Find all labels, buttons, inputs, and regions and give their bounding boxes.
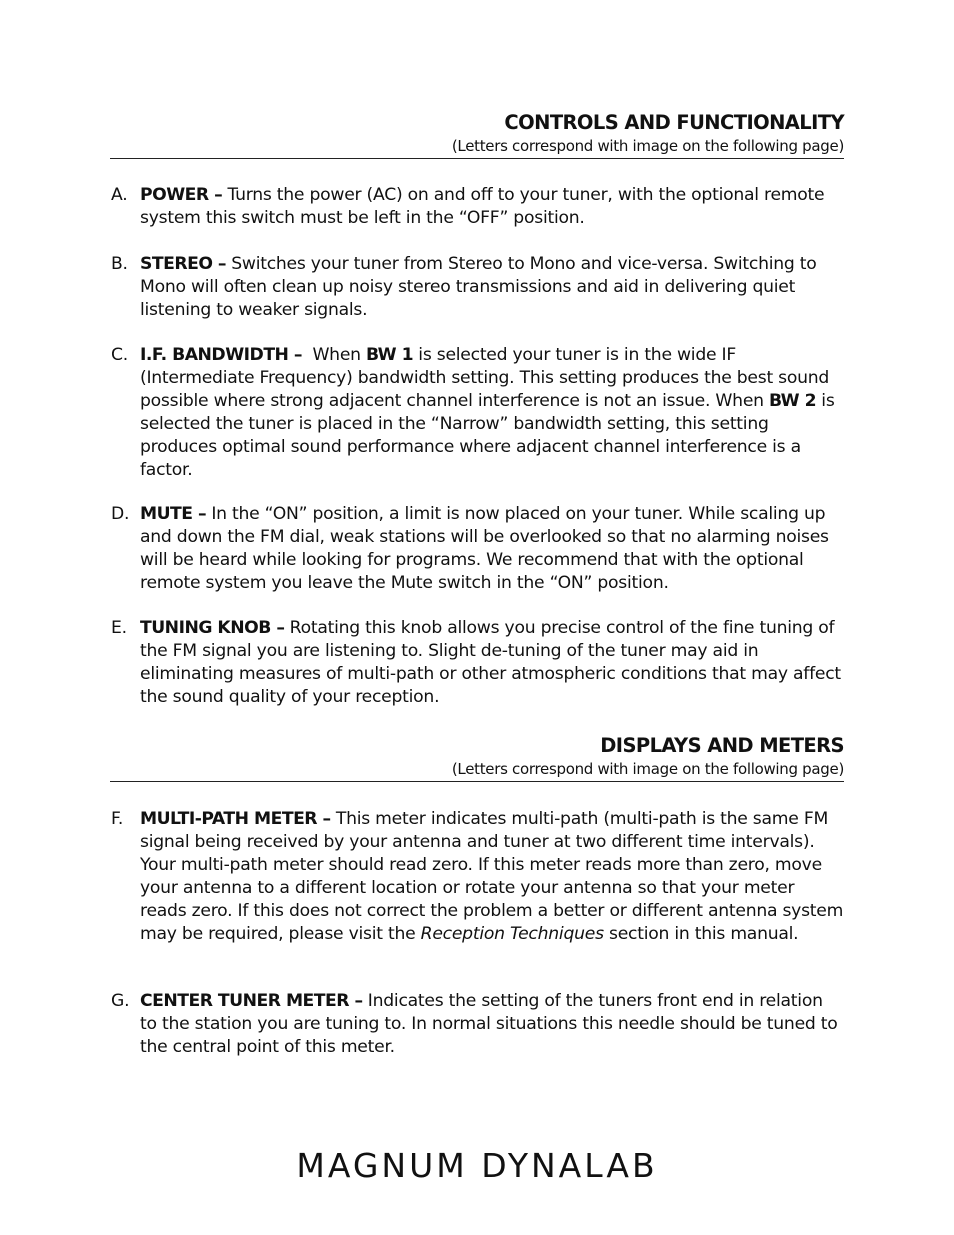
item-term: STEREO –	[140, 254, 227, 274]
item-text: This meter indicates multi-path (multi-path is the same FM signal being received by your antenna and tuner at two different time intervals). Your multi-path meter should read zero. If this meter reads more than zero, move your antenna to a different location or rotate your antenna so that your meter reads zero. If this does not correct the problem a better or different antenna system may be required, please visit the	[140, 809, 844, 944]
item-term: POWER –	[140, 185, 223, 205]
item-stereo	[110, 253, 844, 322]
item-letter: E.	[111, 618, 127, 638]
item-letter: F.	[111, 809, 124, 829]
item-center-tuner-meter	[110, 990, 844, 1059]
bw2-label: BW 2	[769, 390, 817, 411]
brand-logo: MAGNUM DYNALAB	[296, 1146, 658, 1185]
item-letter: A.	[111, 185, 128, 205]
item-text: is selected the tuner is placed in the “Narrow” bandwidth setting, this setting produces optimal sound performance where adjacent channel interference is a factor.	[140, 390, 835, 480]
reception-techniques-reference: Reception Techniques	[420, 923, 604, 944]
item-letter: D.	[111, 504, 130, 524]
item-letter: B.	[111, 254, 128, 274]
item-term: I.F. BANDWIDTH –	[140, 345, 303, 365]
section-subtitle: (Letters correspond with image on the following page)	[451, 137, 844, 155]
item-power	[110, 184, 844, 230]
item-multipath-meter	[110, 808, 844, 945]
item-term: CENTER TUNER METER –	[140, 991, 363, 1011]
section-subtitle: (Letters correspond with image on the following page)	[451, 760, 844, 778]
section-title: DISPLAYS AND METERS	[600, 734, 844, 757]
item-mute	[110, 503, 844, 595]
item-letter: C.	[111, 345, 128, 365]
item-text: In the “ON” position, a limit is now placed on your tuner. While scaling up and down the FM dial, weak stations will be overlooked so that no alarming noises will be heard while looking for programs. We recommend that with the optional remote system you leave the Mute switch in the “ON” position.	[140, 504, 829, 593]
item-tuning-knob	[110, 617, 844, 709]
item-term: MUTE –	[140, 504, 207, 524]
item-term: MULTI-PATH METER –	[140, 809, 331, 829]
section-title: CONTROLS AND FUNCTIONALITY	[504, 111, 844, 134]
item-text: Indicates the setting of the tuners front end in relation to the station you are tuning to. In normal situations this needle should be tuned to the central point of this meter.	[140, 991, 838, 1057]
item-text: When	[302, 345, 367, 365]
item-term: TUNING KNOB –	[140, 618, 285, 638]
item-text: section in this manual.	[603, 923, 799, 944]
section-header-controls	[110, 110, 844, 159]
item-letter: G.	[111, 991, 130, 1011]
item-text: Turns the power (AC) on and off to your tuner, with the optional remote system this switch must be left in the “OFF” position.	[140, 185, 825, 228]
item-text: is selected your tuner is in the wide IF (Intermediate Frequency) bandwidth setting. This setting produces the best sound possible where strong adjacent channel interference is not an issue. When	[140, 345, 830, 411]
item-text: Rotating this knob allows you precise control of the fine tuning of the FM signal you are listening to. Slight de-tuning of the tuner may aid in eliminating measures of multi-path or other atmospheric conditions that may affect the sound quality of your reception.	[140, 618, 841, 707]
item-if-bandwidth	[110, 344, 844, 481]
item-text: Switches your tuner from Stereo to Mono and vice-versa. Switching to Mono will often clean up noisy stereo transmissions and aid in delivering quiet listening to weaker signals.	[140, 254, 817, 320]
bw1-label: BW 1	[366, 345, 414, 365]
section-header-displays	[110, 733, 844, 782]
